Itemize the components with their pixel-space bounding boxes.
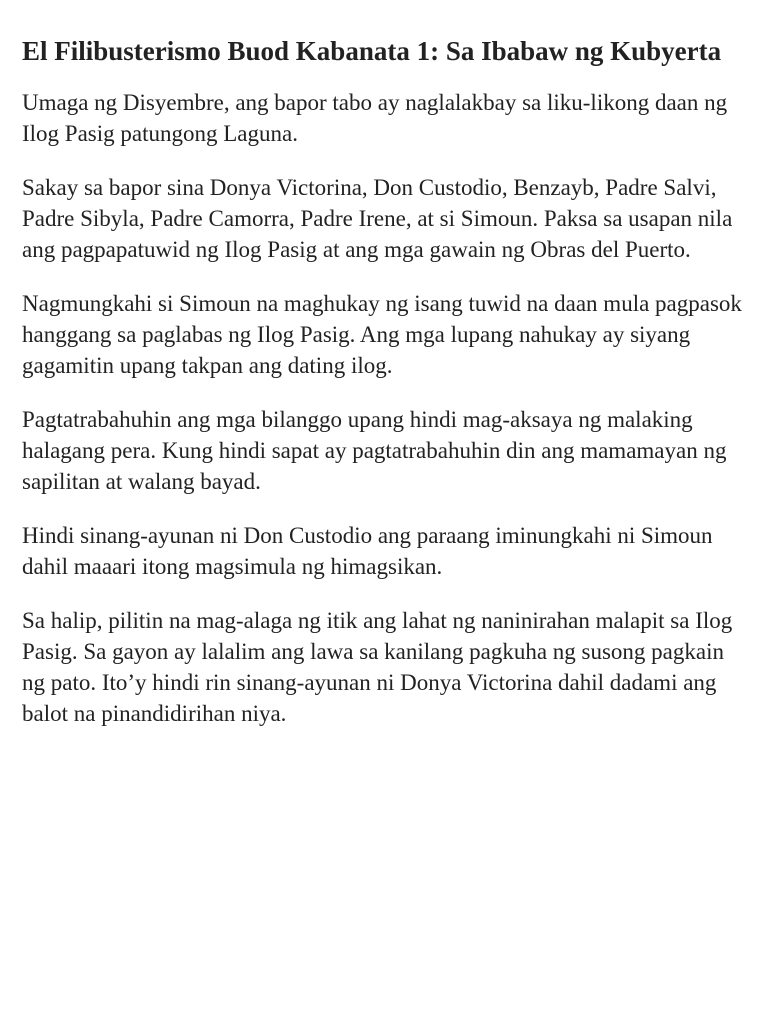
article-title: El Filibusterismo Buod Kabanata 1: Sa Ibabaw ng Kubyerta (22, 36, 722, 66)
document-page (22, 34, 742, 752)
paragraph-2: Sakay sa bapor sina Donya Victorina, Don Custodio, Benzayb, Padre Salvi, Padre Sibyla, Padre Camorra, Padre Irene, at si Simoun. Paksa sa usapan nila ang pagpapatuwid ng Ilog Pasig at ang mga gawain ng Obras del Puerto. (22, 175, 733, 262)
paragraph-3: Nagmungkahi si Simoun na maghukay ng isang tuwid na daan mula pagpasok hanggang sa paglabas ng Ilog Pasig. Ang mga lupang nahukay ay siyang gagamitin upang takpan ang dating ilog. (22, 291, 742, 378)
paragraph-5: Hindi sinang-ayunan ni Don Custodio ang paraang iminungkahi ni Simoun dahil maaari itong magsimula ng himagsikan. (22, 523, 713, 579)
paragraph-1: Umaga ng Disyembre, ang bapor tabo ay naglalakbay sa liku-likong daan ng Ilog Pasig patungong Laguna. (22, 90, 728, 146)
paragraph-6: Sa halip, pilitin na mag-alaga ng itik ang lahat ng naninirahan malapit sa Ilog Pasig. Sa gayon ay lalalim ang lawa sa kanilang pagkuha ng susong pagkain ng pato. Ito’y hindi rin sinang-ayunan ni Donya Victorina dahil dadami ang balot na pinandidirihan niya. (22, 608, 733, 726)
paragraph-4: Pagtatrabahuhin ang mga bilanggo upang hindi mag-aksaya ng malaking halagang pera. Kung hindi sapat ay pagtatrabahuhin din ang mamamayan ng sapilitan at walang bayad. (22, 407, 727, 494)
